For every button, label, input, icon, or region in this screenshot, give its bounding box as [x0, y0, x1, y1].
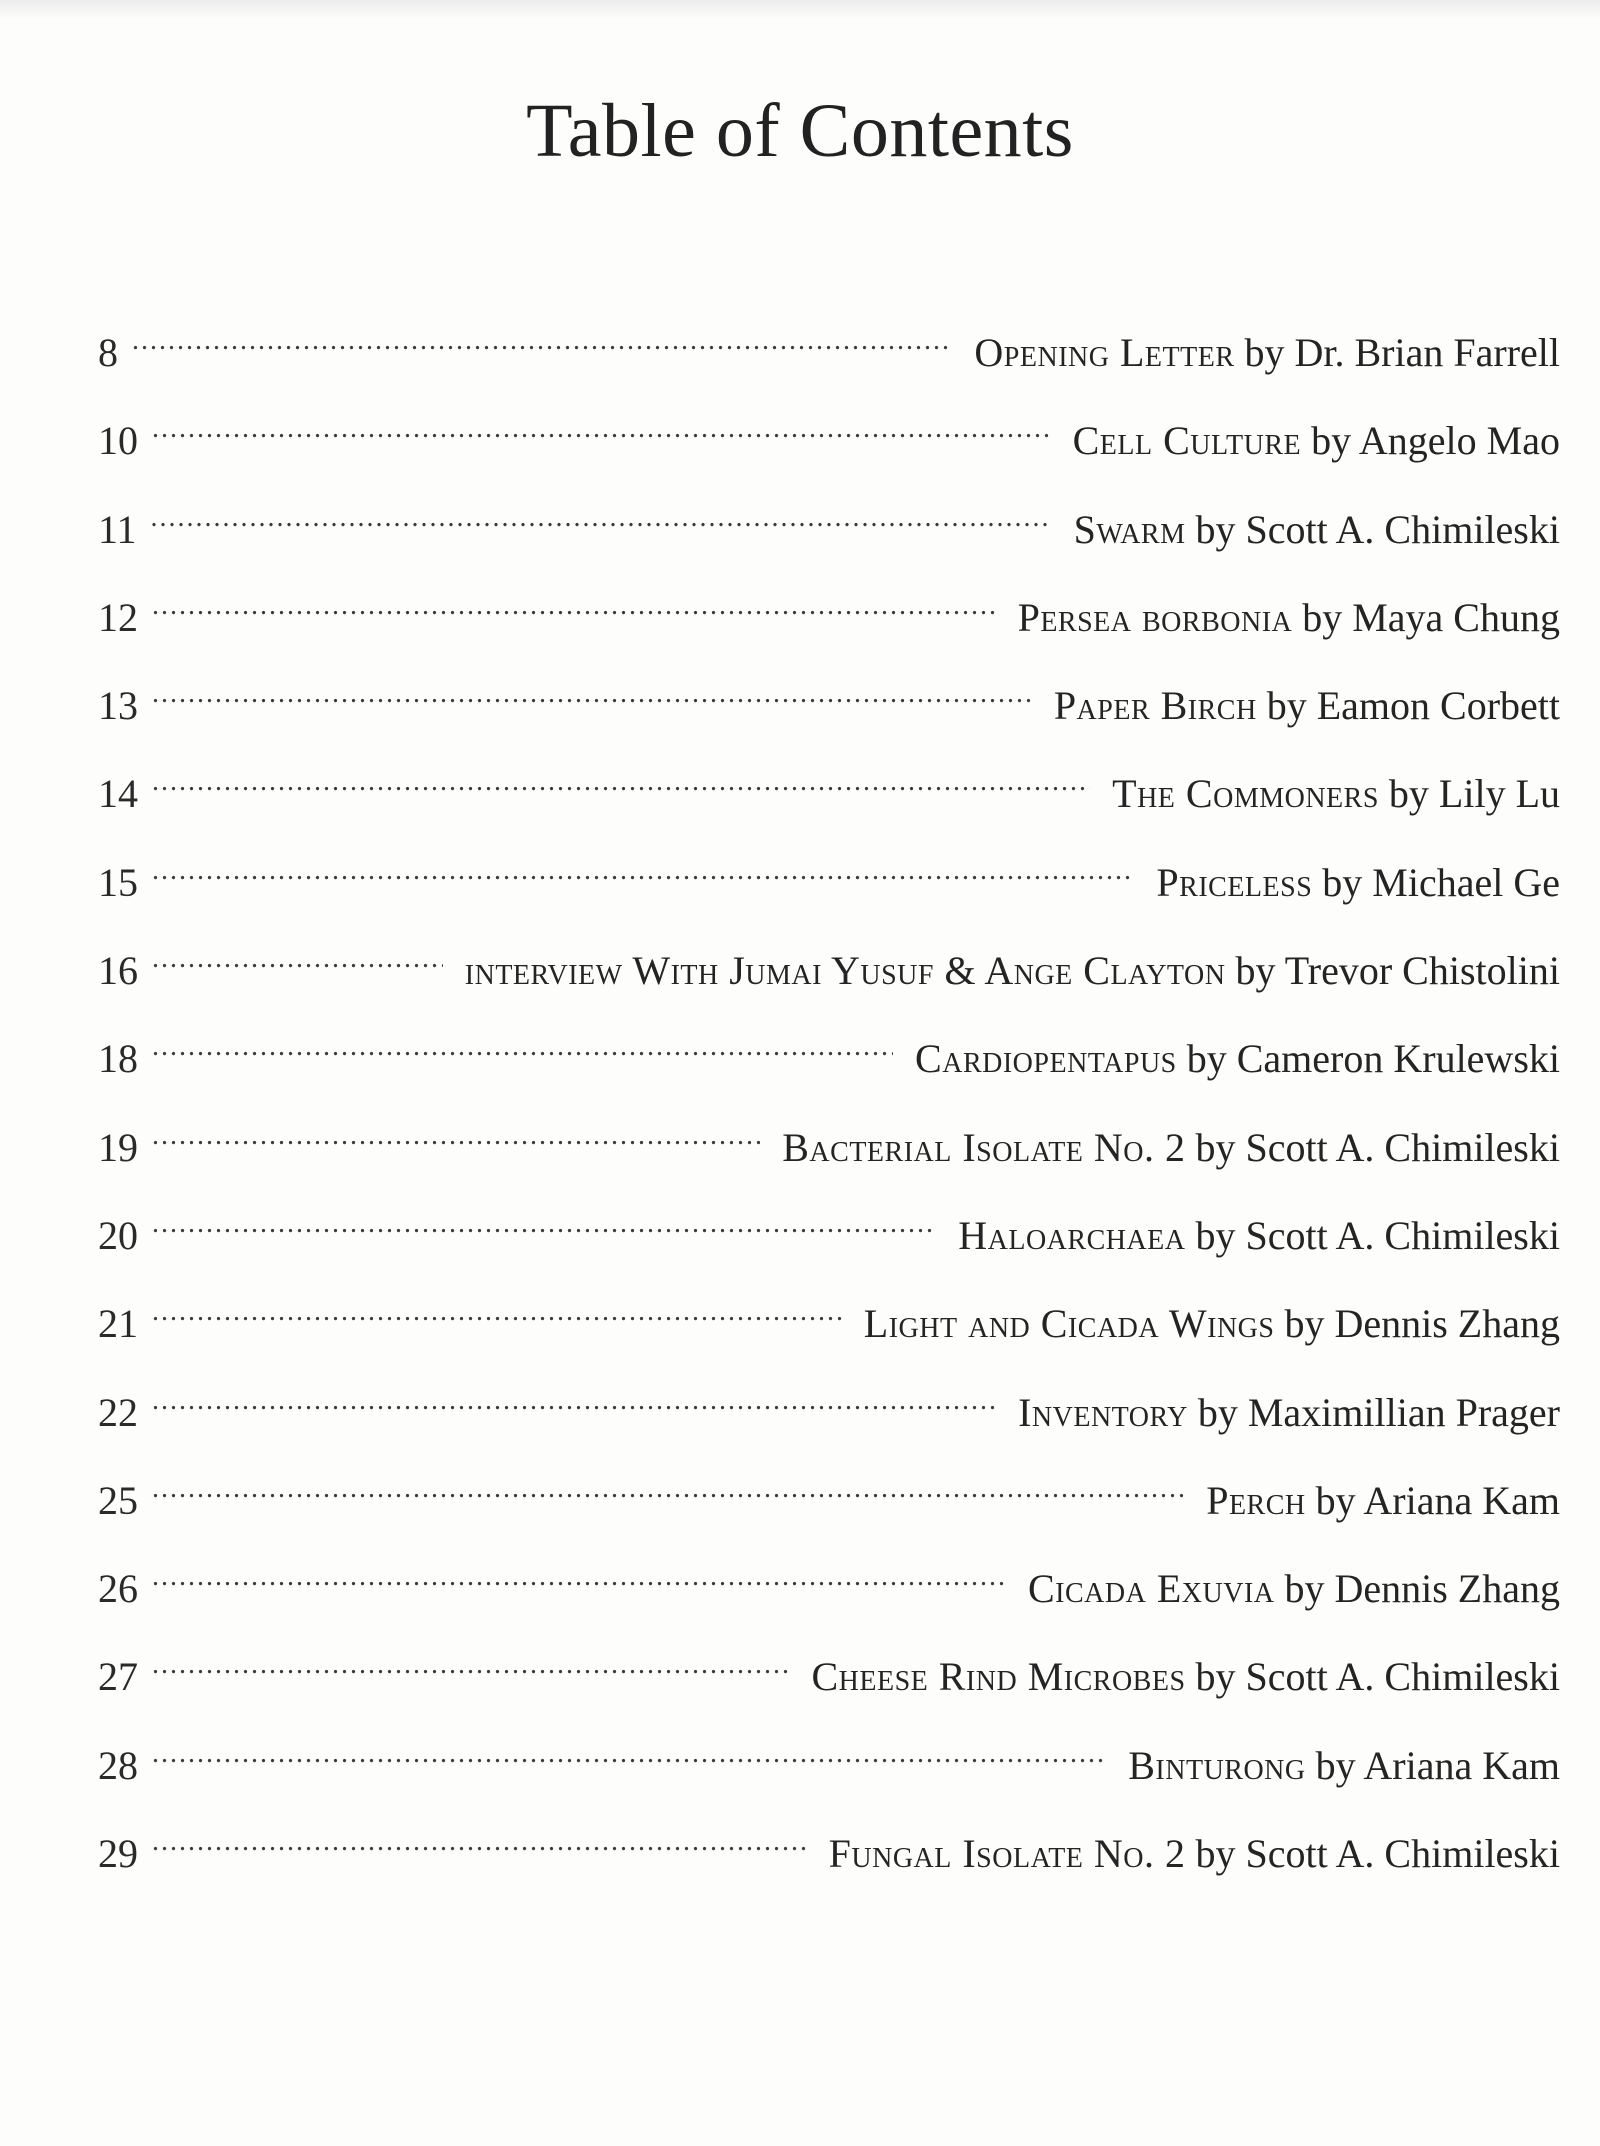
dot-leader — [132, 336, 952, 366]
page-number: 28 — [98, 1742, 138, 1788]
page-number: 8 — [98, 330, 118, 375]
entry-text — [1073, 416, 1560, 466]
page-number: 29 — [98, 1831, 138, 1877]
dot-leader — [152, 1837, 807, 1867]
entry-title: Binturong — [1128, 1742, 1306, 1788]
entry-author: by Angelo Mao — [1311, 418, 1560, 464]
toc-entry — [98, 328, 1560, 416]
entry-text — [1018, 593, 1560, 643]
dot-leader — [152, 866, 1134, 896]
page-number: 22 — [98, 1389, 138, 1435]
dot-leader — [152, 1396, 996, 1426]
entry-author: by Scott A. Chimileski — [1195, 1212, 1560, 1258]
dot-leader — [152, 1660, 789, 1690]
table-of-contents — [98, 328, 1560, 1917]
entry-text — [974, 328, 1560, 378]
entry-author: by Trevor Chistolini — [1235, 948, 1560, 994]
dot-leader — [152, 1484, 1184, 1514]
entry-title: Persea borbonia — [1017, 594, 1293, 640]
entry-text — [782, 1123, 1560, 1173]
toc-entry — [98, 1211, 1560, 1299]
page-number: 26 — [98, 1566, 138, 1612]
toc-entry — [98, 416, 1560, 504]
page-number: 19 — [98, 1124, 138, 1170]
page-number: 25 — [98, 1477, 138, 1523]
page-number: 21 — [98, 1301, 138, 1347]
toc-entry — [98, 1034, 1560, 1122]
entry-author: by Cameron Krulewski — [1186, 1036, 1560, 1082]
dot-leader — [152, 424, 1051, 454]
entry-author: by Maximillian Prager — [1197, 1389, 1560, 1435]
dot-leader — [152, 1042, 893, 1072]
entry-author: by Eamon Corbett — [1266, 683, 1560, 729]
entry-text — [1112, 769, 1560, 819]
entry-text — [829, 1829, 1560, 1879]
toc-entry — [98, 1829, 1560, 1917]
entry-title: Bacterial Isolate No. 2 — [782, 1124, 1186, 1170]
entry-title: Swarm — [1073, 506, 1186, 552]
toc-entry — [98, 681, 1560, 769]
entry-text — [1128, 1741, 1560, 1791]
entry-author: by Scott A. Chimileski — [1195, 1124, 1560, 1170]
entry-author: by Lily Lu — [1388, 771, 1560, 817]
page-number: 16 — [98, 948, 138, 994]
page-number: 10 — [98, 418, 138, 464]
page-number: 14 — [98, 771, 138, 817]
entry-title: Opening Letter — [974, 330, 1235, 375]
entry-title: interview With Jumai Yusuf & Ange Clayton — [464, 948, 1226, 994]
entry-author: by Dennis Zhang — [1284, 1301, 1560, 1347]
entry-title: Light and Cicada Wings — [863, 1301, 1275, 1347]
toc-entry — [98, 769, 1560, 857]
dot-leader — [152, 954, 443, 984]
toc-entry — [98, 1652, 1560, 1740]
dot-leader — [152, 777, 1090, 807]
dot-leader — [152, 1219, 936, 1249]
toc-entry — [98, 1123, 1560, 1211]
entry-text — [958, 1211, 1560, 1261]
toc-entry — [98, 1476, 1560, 1564]
toc-entry — [98, 505, 1560, 593]
entry-text — [811, 1652, 1560, 1702]
entry-title: Fungal Isolate No. 2 — [828, 1831, 1186, 1877]
entry-text — [1156, 858, 1560, 908]
entry-title: Priceless — [1156, 859, 1313, 905]
entry-text — [1074, 505, 1560, 555]
entry-text — [465, 946, 1560, 996]
page-number: 11 — [98, 506, 137, 552]
entry-title: Haloarchaea — [958, 1212, 1186, 1258]
dot-leader — [152, 1307, 842, 1337]
page-title: Table of Contents — [526, 89, 1074, 173]
entry-text — [1054, 681, 1560, 731]
page-number: 20 — [98, 1212, 138, 1258]
entry-author: by Maya Chung — [1302, 594, 1560, 640]
entry-title: Perch — [1206, 1477, 1306, 1523]
entry-title: Cicada Exuvia — [1028, 1566, 1275, 1612]
page-number: 15 — [98, 859, 138, 905]
dot-leader — [152, 1749, 1106, 1779]
entry-title: Paper Birch — [1053, 683, 1257, 729]
page-number: 13 — [98, 683, 138, 729]
dot-leader — [151, 513, 1052, 543]
toc-entry — [98, 1299, 1560, 1387]
entry-author: by Scott A. Chimileski — [1195, 1831, 1560, 1877]
entry-text — [1018, 1388, 1560, 1438]
dot-leader — [152, 1572, 1006, 1602]
entry-title: Cheese Rind Microbes — [811, 1654, 1186, 1700]
entry-author: by Ariana Kam — [1315, 1477, 1560, 1523]
entry-text — [1028, 1564, 1560, 1614]
entry-title: The Commoners — [1112, 771, 1379, 817]
entry-text — [864, 1299, 1560, 1349]
page-number: 27 — [98, 1654, 138, 1700]
entry-title: Inventory — [1018, 1389, 1188, 1435]
entry-author: by Scott A. Chimileski — [1195, 1654, 1560, 1700]
scan-edge — [0, 0, 1600, 20]
entry-title: Cardiopentapus — [915, 1036, 1177, 1082]
entry-author: by Ariana Kam — [1315, 1742, 1560, 1788]
toc-entry — [98, 858, 1560, 946]
entry-title: Cell Culture — [1072, 418, 1302, 464]
toc-entry — [98, 1741, 1560, 1829]
entry-author: by Dr. Brian Farrell — [1244, 330, 1560, 375]
entry-author: by Michael Ge — [1322, 859, 1560, 905]
toc-entry — [98, 1564, 1560, 1652]
toc-entry — [98, 1388, 1560, 1476]
entry-text — [915, 1034, 1560, 1084]
toc-entry — [98, 593, 1560, 681]
entry-text — [1206, 1476, 1560, 1526]
dot-leader — [152, 689, 1032, 719]
dot-leader — [152, 1131, 760, 1161]
page-number: 12 — [98, 594, 138, 640]
page-number: 18 — [98, 1036, 138, 1082]
entry-author: by Dennis Zhang — [1284, 1566, 1560, 1612]
toc-entry — [98, 946, 1560, 1034]
dot-leader — [152, 601, 996, 631]
entry-author: by Scott A. Chimileski — [1195, 506, 1560, 552]
